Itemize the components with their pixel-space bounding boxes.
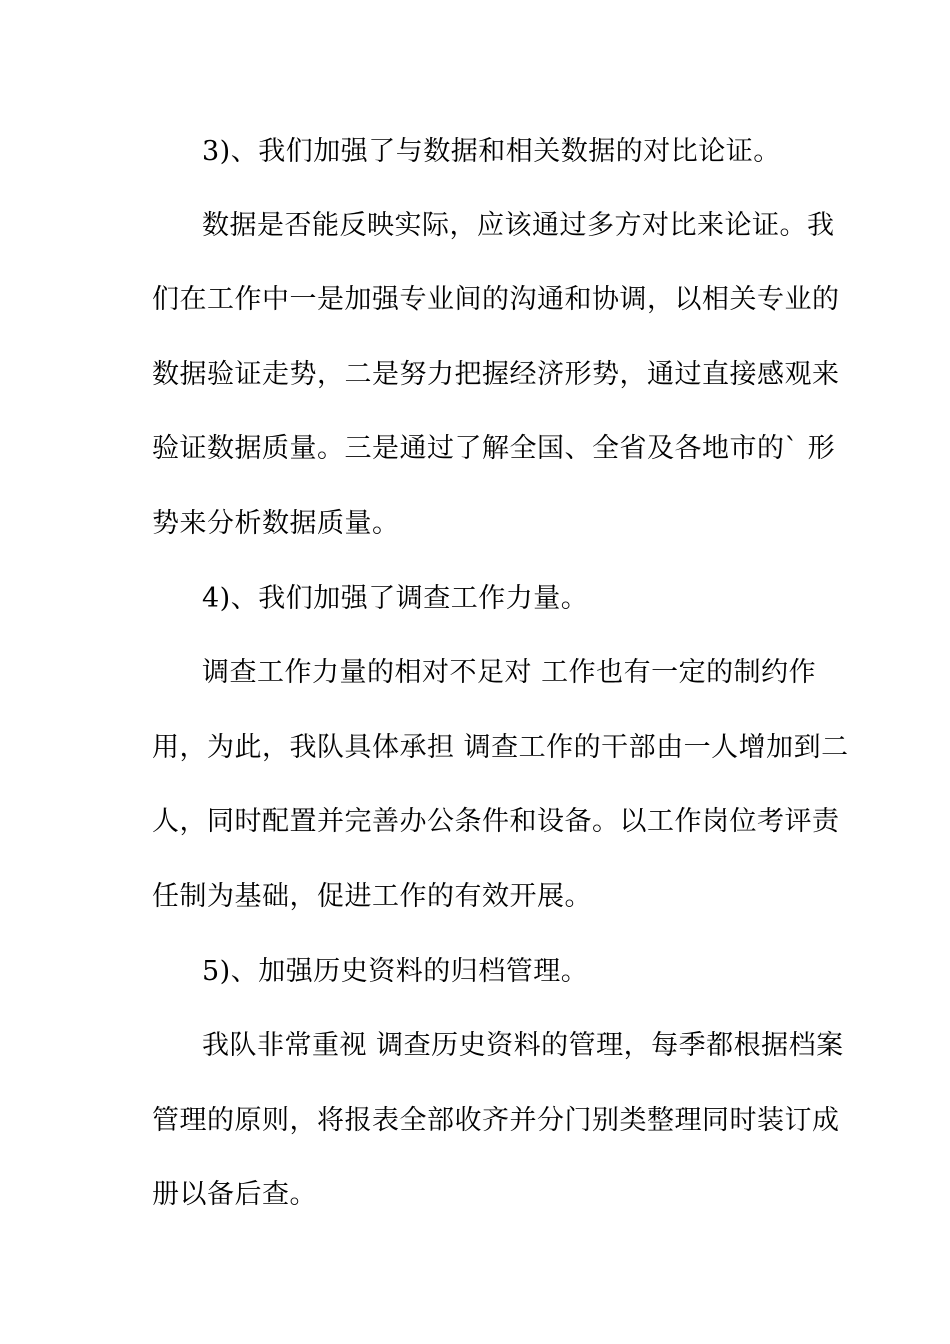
paragraph-line: 我队非常重视 调查历史资料的管理，每季都根据档案	[202, 1030, 844, 1061]
heading-4: 4)、我们加强了调查工作力量。	[202, 583, 589, 614]
paragraph-line: 势来分析数据质量。	[152, 508, 400, 539]
paragraph-line: 验证数据质量。三是通过了解全国、全省及各地市的` 形	[152, 433, 836, 464]
paragraph-line: 任制为基础，促进工作的有效开展。	[152, 881, 592, 912]
heading-3: 3)、我们加强了与数据和相关数据的对比论证。	[202, 136, 781, 167]
paragraph-line: 数据是否能反映实际，应该通过多方对比来论证。我	[202, 210, 835, 241]
paragraph-line: 调查工作力量的相对不足对 工作也有一定的制约作	[202, 657, 817, 688]
paragraph-line: 们在工作中一是加强专业间的沟通和协调，以相关专业的	[152, 284, 840, 315]
paragraph-line: 数据验证走势，二是努力把握经济形势，通过直接感观来	[152, 359, 840, 390]
paragraph-line: 人，同时配置并完善办公条件和设备。以工作岗位考评责	[152, 806, 840, 837]
heading-5: 5)、加强历史资料的归档管理。	[202, 956, 589, 987]
paragraph-line: 册以备后查。	[152, 1179, 317, 1210]
paragraph-line: 管理的原则，将报表全部收齐并分门别类整理同时装订成	[152, 1105, 840, 1136]
paragraph-line: 用，为此，我队具体承担 调查工作的干部由一人增加到二	[152, 732, 849, 763]
